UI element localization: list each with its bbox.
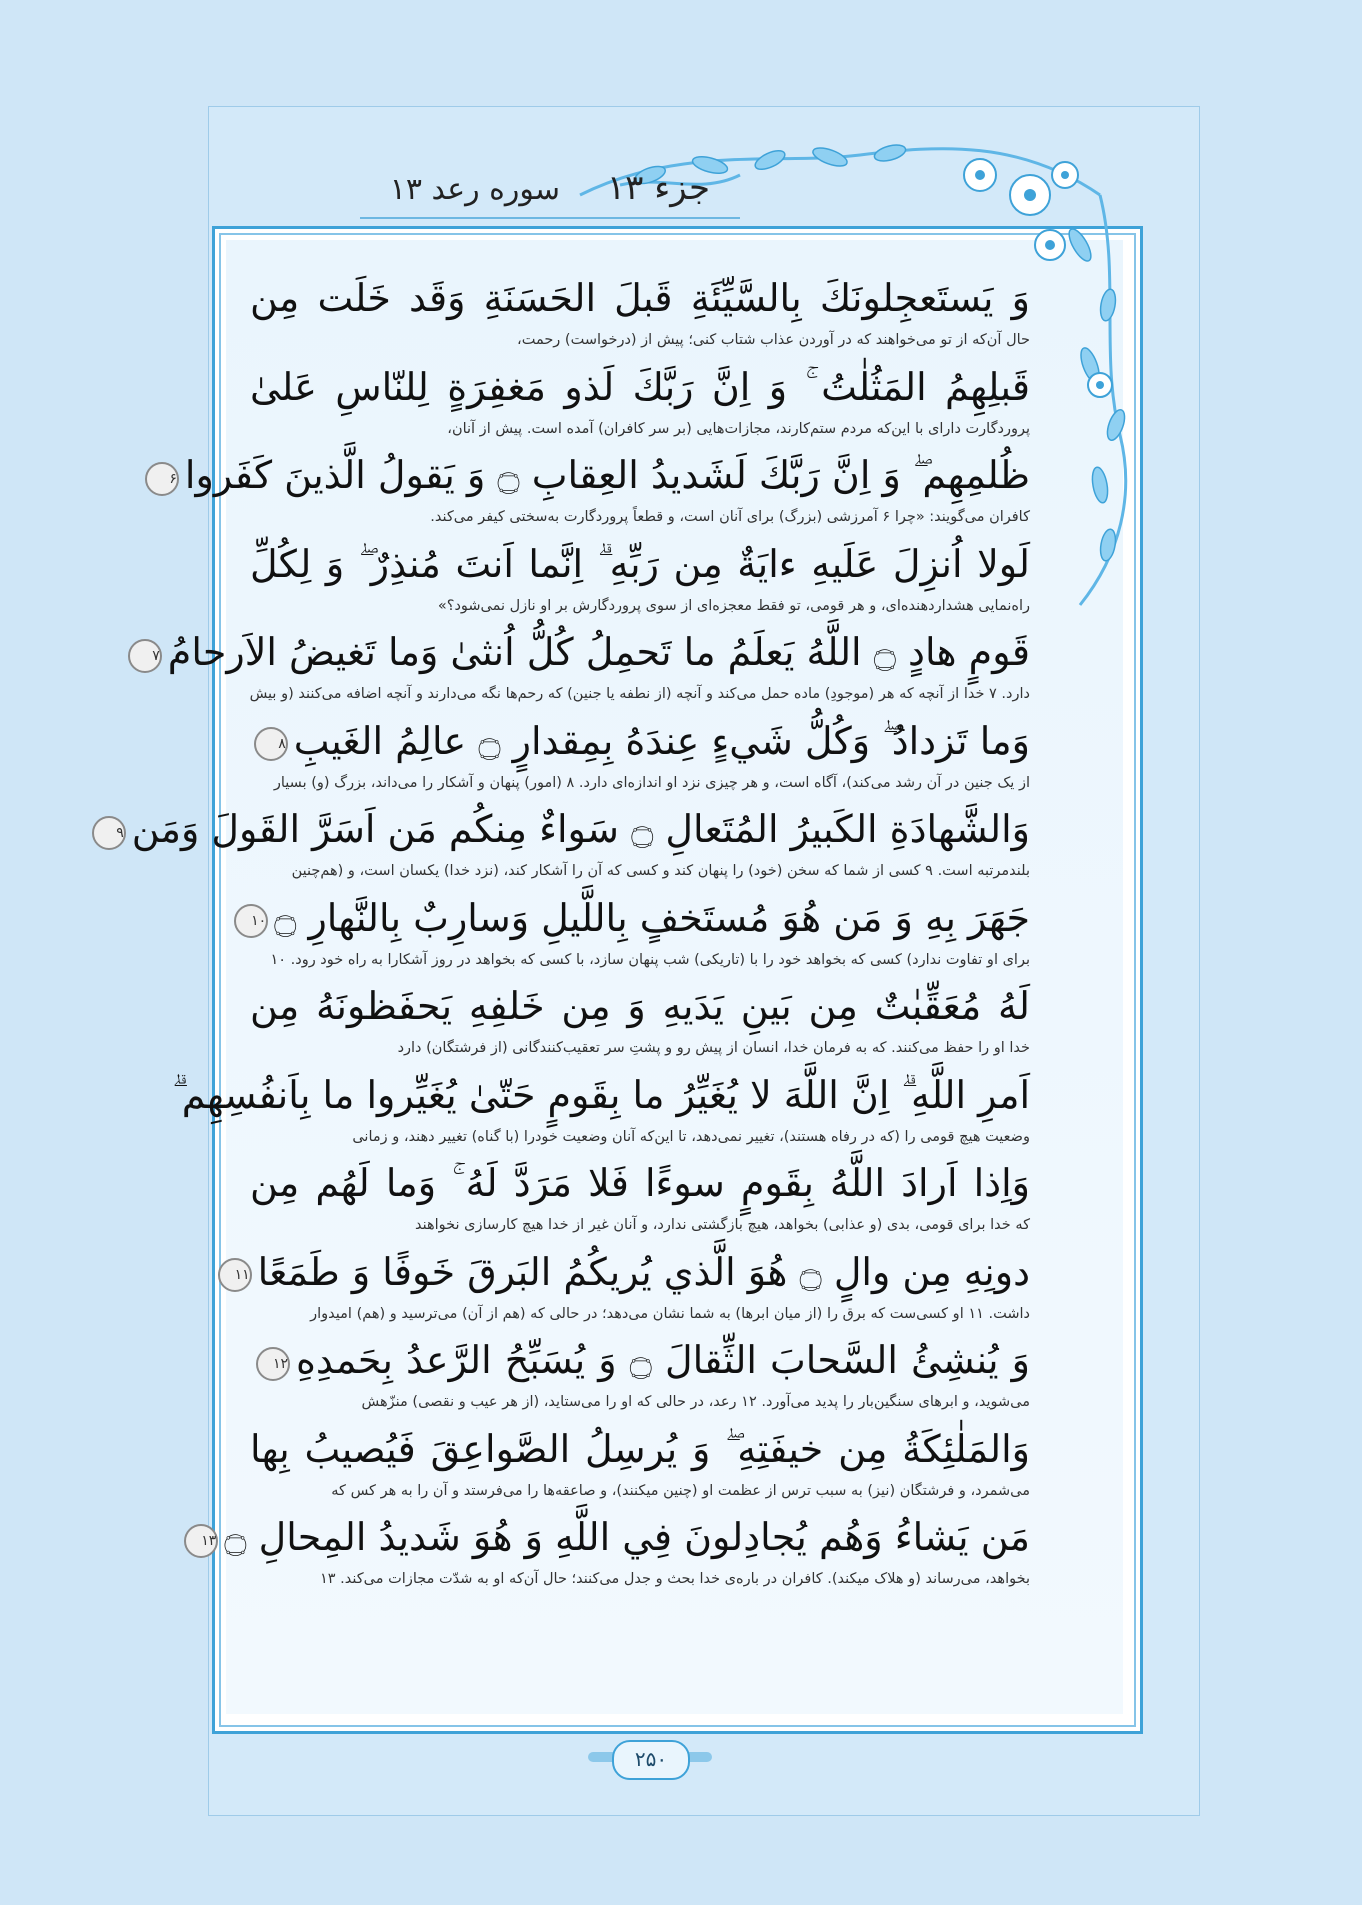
header-divider (360, 217, 740, 219)
ayah-number-marker: ۸ (254, 727, 288, 761)
translation-line: حال آن‌که از تو می‌خواهند که در آوردن عذاب شتاب کنی؛ پیش از (درخواست) رحمت، (517, 332, 1030, 348)
ayah-line (169, 449, 1030, 501)
ayah-text: وَالشَّهادَةِ الكَبيرُ المُتَعالِ ۝ سَواءٌ مِنكُم مَن اَسَرَّ القَولَ وَمَن (131, 807, 1030, 851)
translation-line: کافران می‌گویند: «چرا ۶ آمرزشی (بزرگ) برای آنان است، و قطعاً پروردگارت به‌سختی کیفر می‌کند. (430, 509, 1030, 525)
translation-line: می‌شمرد، و فرشتگان (نیز) به سبب ترس از عظمت او (چنین میکنند)، و صاعقه‌ها را می‌فرستد و آن را به هر کس که (331, 1482, 1030, 1499)
ayah-line (201, 1511, 1030, 1563)
ayah-text: لَهُ مُعَقِّبٰتٌ مِن بَينِ يَدَيهِ وَ مِن خَلفِهِ يَحفَظونَهُ مِن (250, 984, 1030, 1028)
ayah-line (250, 1157, 1030, 1209)
ayah-line (152, 626, 1030, 678)
translation-line: دارد. ۷ خدا از آنچه که هر (موجودِ) ماده حمل می‌کند و آنچه (از نطفه یا جنین) که رحم‌ها نگه می‌دارند و آنچه اضافه می‌کنند (و بیش (249, 686, 1030, 702)
ayah-line (250, 361, 1030, 413)
ayah-line (116, 803, 1030, 855)
ayah-text: لَولا اُنزِلَ عَلَيهِ ءايَةٌ مِن رَبِّهِ ۗ اِنَّما اَنتَ مُنذِرٌ ۖ وَ لِكُلِّ (250, 541, 1030, 586)
ayah-number-marker: ۱۱ (218, 1258, 252, 1292)
translation-line: بلندمرتبه است. ۹ کسی از شما که سخن (خود) را پنهان کند و کسی که آن را آشکار کند، (نزد خدا) یکسان است، و (هم‌چنین (291, 863, 1030, 879)
ayah-text: مَن يَشاءُ وَهُم يُجادِلونَ فِي اللَّهِ وَ هُوَ شَديدُ المِحالِ ۝ (224, 1515, 1030, 1559)
ayah-number-marker: ۹ (92, 816, 126, 850)
ayah-text: وَالمَلٰئِكَةُ مِن خيفَتِهِ ۖ وَ يُرسِلُ الصَّواعِقَ فَيُصيبُ بِها (250, 1426, 1030, 1471)
ayah-number-marker: ۱۳ (184, 1524, 218, 1558)
ayah-line (234, 1246, 1030, 1298)
ayah-line (250, 538, 1030, 590)
page-header (360, 168, 740, 218)
ayah-line (250, 272, 1030, 324)
ayah-line (250, 1423, 1030, 1475)
ayah-text: اَمرِ اللَّهِ ۗ اِنَّ اللَّهَ لا يُغَيِّرُ ما بِقَومٍ حَتّىٰ يُغَيِّروا ما بِاَنفُسِهِم ۗ (172, 1072, 1030, 1117)
ayah-text: وَما تَزدادُ ۖ وَكُلُّ شَيءٍ عِندَهُ بِمِقدارٍ ۝ عالِمُ الغَيبِ (293, 718, 1030, 763)
ayah-text: وَ يَستَعجِلونَكَ بِالسَّيِّئَةِ قَبلَ الحَسَنَةِ وَقَد خَلَت مِن (250, 276, 1030, 320)
ayah-line (250, 715, 1030, 767)
ayah-number-marker: ۱۲ (256, 1347, 290, 1381)
page-number: ۲۵۰ (612, 1740, 690, 1780)
juz-label: جزء ۱۳ (606, 168, 710, 208)
ayah-text: وَاِذا اَرادَ اللَّهُ بِقَومٍ سوءًا فَلا مَرَدَّ لَهُ ۚ وَما لَهُم مِن (250, 1161, 1030, 1205)
translation-line: پروردگارت دارای با این‌که مردم ستم‌کارند، مجازات‌هایی (بر سر کافران) آمده است. پیش از آنان، (447, 420, 1030, 437)
ayah-number-marker: ۷ (128, 639, 162, 673)
translation-line: می‌شوید، و ابرهای سنگین‌بار را پدید می‌آورد. ۱۲ رعد، در حالی که او را می‌ستاید، (از هر عیب و نقصی) منزّهش (361, 1394, 1030, 1410)
translation-line: وضعیت هیچ قومی را (که در رفاه هستند)، تغییر نمی‌دهد، تا این‌که آنان وضعیت خودرا (با گناه) تغییر دهند، و زمانی (352, 1128, 1030, 1145)
ayah-text: وَ يُنشِئُ السَّحابَ الثِّقالَ ۝ وَ يُسَبِّحُ الرَّعدُ بِحَمدِهِ (296, 1338, 1030, 1382)
ayah-line (250, 892, 1030, 944)
ayah-text: قَومٍ هادٍ ۝ اللَّهُ يَعلَمُ ما تَحمِلُ كُلُّ اُنثىٰ وَما تَغيضُ الاَرحامُ (167, 630, 1030, 674)
ayah-number-marker: ۱۰ (234, 904, 268, 938)
translation-line: از یک جنین در آن رشد می‌کند)، آگاه است، و هر چیزی نزد او اندازه‌ای دارد. ۸ (امور) پنهان و آشکار را می‌داند، بزرگ (و) بسیار (273, 774, 1030, 791)
ayah-text: قَبلِهِمُ المَثُلٰتُ ۚ وَ اِنَّ رَبَّكَ لَذو مَغفِرَةٍ لِلنّاسِ عَلىٰ (250, 364, 1030, 409)
ayah-text: ظُلمِهِم ۖ وَ اِنَّ رَبَّكَ لَشَديدُ العِقابِ ۝ وَ يَقولُ الَّذينَ كَفَروا (184, 453, 1030, 497)
translation-line: بخواهد، می‌رساند (و هلاک میکند). کافران در باره‌ی خدا بحث و جدل می‌کنند؛ حال آن‌که او به شدّت مجازات می‌کند. ۱۳ (320, 1571, 1030, 1587)
translation-line: خدا او را حفظ می‌کنند. که به فرمان خدا، انسان از پیش رو و پشتِ سر تعقیب‌کنندگانی (از فرشتگان) دارد (397, 1040, 1030, 1056)
ayah-text: جَهَرَ بِهِ وَ مَن هُوَ مُستَخفٍ بِاللَّيلِ وَسارِبٌ بِالنَّهارِ ۝ (274, 895, 1030, 940)
ayah-line (250, 1334, 1030, 1386)
ayah-number-marker: ۶ (145, 462, 179, 496)
translation-line: داشت. ۱۱ او کسی‌ست که برق را (از میان ابرها) به شما نشان می‌دهد؛ در حالی که (هم از آن) می‌ترسید و (هم) امیدوار (310, 1305, 1030, 1322)
ayah-line (172, 1069, 1030, 1121)
ayah-line (250, 980, 1030, 1032)
ayah-text: دونِهِ مِن والٍ ۝ هُوَ الَّذي يُريكُمُ البَرقَ خَوفًا وَ طَمَعًا (257, 1249, 1030, 1294)
surah-label: سوره رعد ۱۳ (389, 172, 560, 207)
translation-line: که خدا برای قومی، بدی (و عذابی) بخواهد، هیچ بازگشتی ندارد، و آنان غیر از خدا هیچ کارسازی نخواهند (414, 1217, 1030, 1233)
translation-line: برای او تفاوت ندارد) کسی که بخواهد خود را با (تاریکی) شب پنهان سازد، با کسی که بخواهد در روز آشکارا به راه خود رود. ۱۰ (270, 951, 1030, 968)
translation-line: راه‌نمایی هشداردهنده‌ای، و هر قومی، تو فقط معجزه‌ای از سوی پروردگارش بر او نازل نمی‌شود؟» (437, 597, 1030, 614)
